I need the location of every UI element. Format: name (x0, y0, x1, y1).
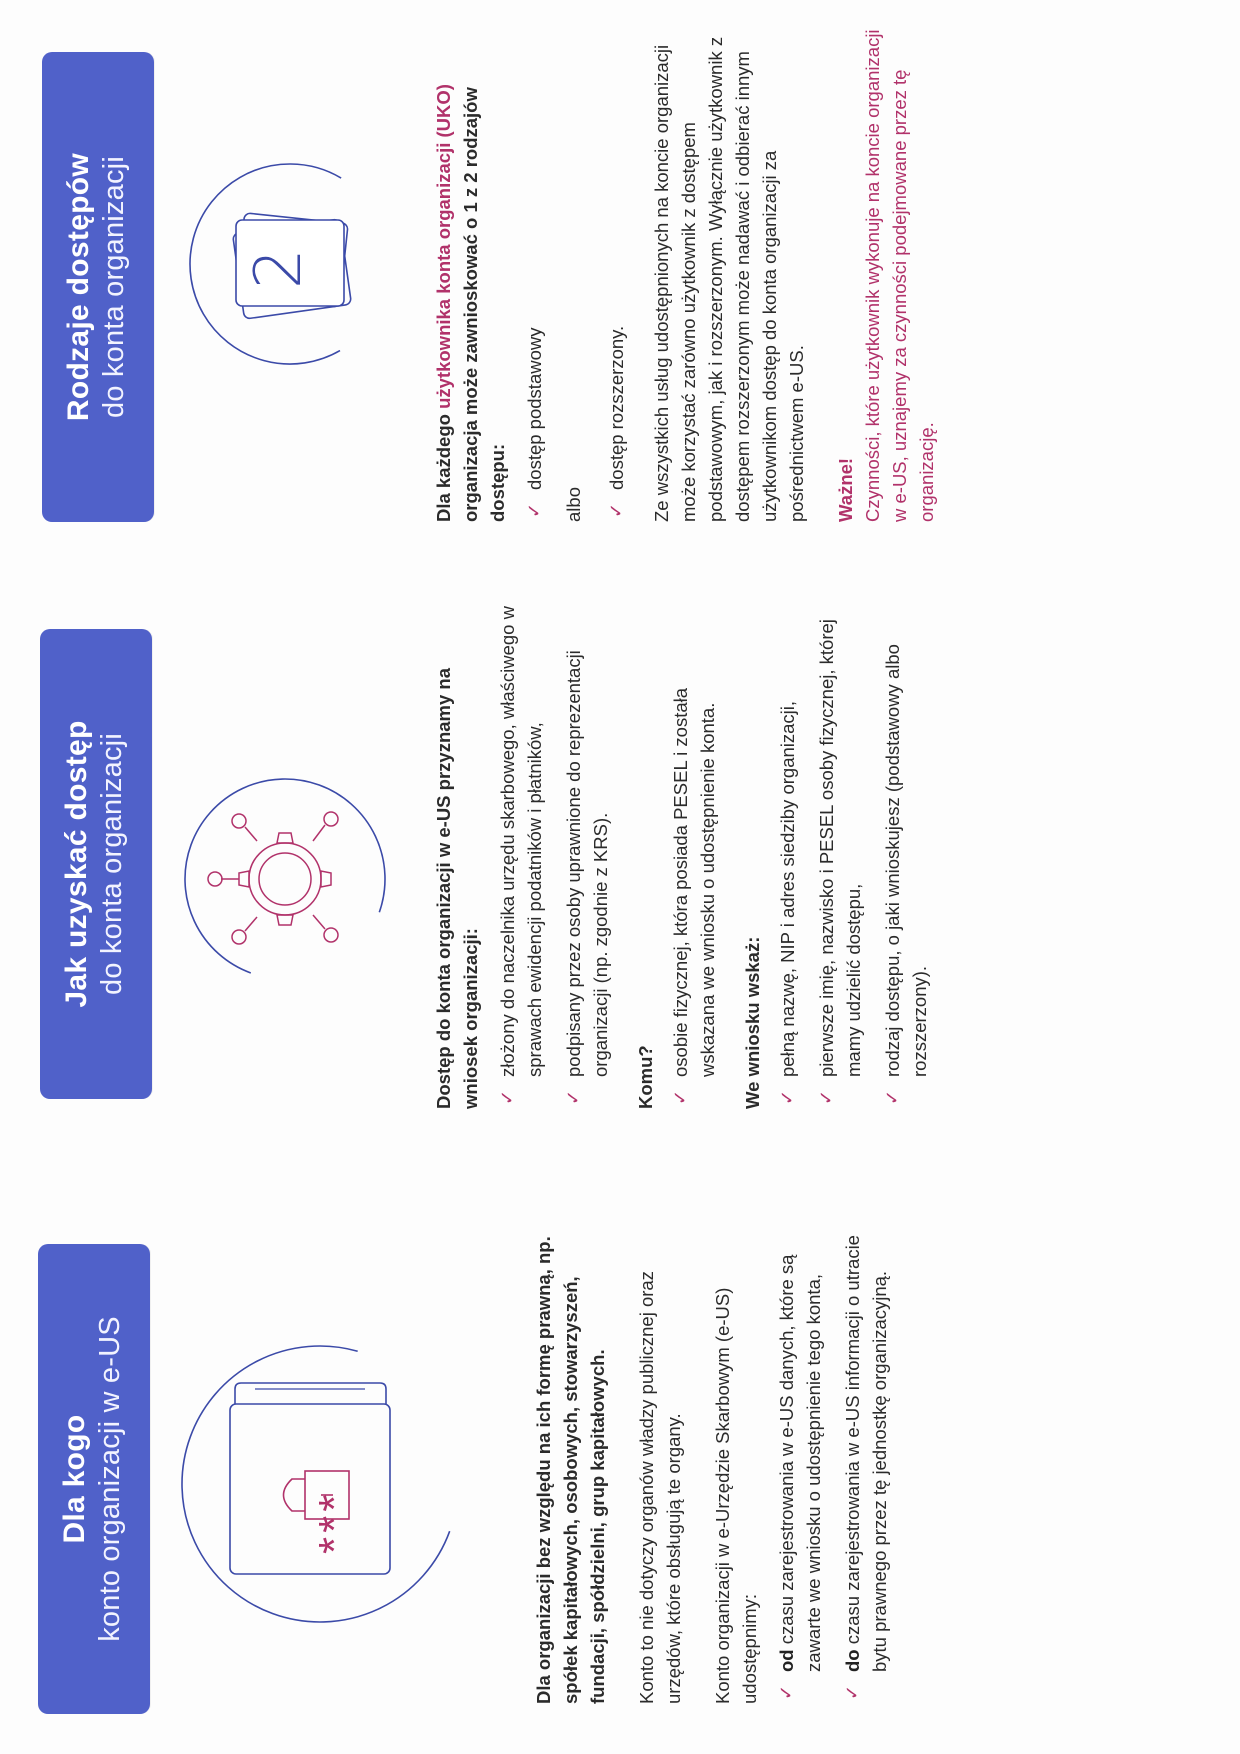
laptop-lock-password-icon (175, 1339, 465, 1629)
list-item (839, 1224, 893, 1704)
item-text: czasu zarejestrowania w e-US danych, które są zawarte we wniosku o udostępnienie tego konta, (776, 1254, 824, 1672)
banner-title: Dla kogo (58, 1414, 91, 1544)
banner-subtitle: do konta organizacji (96, 733, 128, 995)
item-text: osobie fizycznej, która posiada PESEL i została wskazana we wniosku o udostępnienie konta. (670, 687, 718, 1077)
banner-subtitle: do konta organizacji (98, 156, 130, 418)
who-intro: Dla organizacji bez względu na ich formę prawną, np. spółek kapitałowych, osobowych, stowarzyszeń, fundacji, spółdzielni, grup kapitałowych. (533, 1236, 608, 1704)
indicate-list (774, 604, 933, 1109)
panel-who-content (530, 1224, 911, 1704)
option-basic: dostęp podstawowy (524, 327, 545, 490)
list-item (560, 604, 614, 1109)
list-item (603, 22, 630, 522)
check-icon: ✓ (606, 502, 626, 518)
or-word: albo (563, 487, 584, 522)
password-mask: *** (310, 1490, 359, 1554)
how-intro: Dostęp do konta organizacji w e-US przyznamy na wniosek organizacji: (433, 667, 481, 1109)
list-item (667, 604, 721, 1109)
check-icon: ✓ (524, 502, 544, 518)
banner-who (38, 1244, 150, 1714)
item-text: pełną nazwę, NIP i adres siedziby organizacji, (777, 700, 798, 1077)
item-text: rodzaj dostępu, o jaki wnioskujesz (podstawowy albo rozszerzony). (882, 644, 930, 1077)
check-icon: ✓ (816, 1089, 836, 1105)
indicate-head: We wniosku wskaż: (742, 936, 763, 1109)
panel-types-content (430, 22, 940, 522)
check-icon: ✓ (776, 1684, 796, 1700)
intro-pink: użytkownika konta organizacji (UKO) (433, 84, 454, 409)
item-text: pierwsze imię, nazwisko i PESEL osoby fizycznej, której mamy udzielić dostępu, (816, 619, 864, 1077)
gear-network-icon (175, 769, 395, 989)
check-icon: ✓ (563, 1089, 583, 1105)
check-icon: ✓ (670, 1089, 690, 1105)
option-extended: dostęp rozszerzony. (606, 325, 627, 490)
types-intro (430, 22, 511, 522)
banner-subtitle: konto organizacji w e-US (94, 1316, 126, 1642)
who-list (667, 604, 721, 1109)
item-text: czasu zarejestrowania w e-US informacji o utracie bytu prawnego przez tę jednostkę organizacyjną. (842, 1235, 890, 1672)
list-item (773, 1224, 827, 1704)
panel-types (0, 0, 1240, 584)
illustration-number: 2 (242, 248, 316, 289)
panel-who (0, 1169, 1240, 1754)
intro-post: organizacja może zawnioskować o 1 z 2 rodzajów dostępu: (460, 87, 508, 522)
item-bold: od (776, 1649, 797, 1672)
who-head: Komu? (635, 1045, 656, 1109)
item-text: podpisany przez osoby uprawnione do reprezentacji organizacji (np. zgodnie z KRS). (563, 650, 611, 1077)
panel-how (0, 584, 1240, 1169)
banner-how (40, 629, 152, 1099)
list-item (494, 604, 548, 1109)
banner-title: Rodzaje dostępów (62, 152, 95, 422)
important-text: Czynności, które użytkownik wykonuje na koncie organizacji w e-US, uznajemy za czynności podejmowane przez tę organizację. (862, 29, 937, 522)
item-bold: do (842, 1649, 863, 1672)
list-item (813, 604, 867, 1109)
list-item (521, 22, 548, 522)
panel-how-content (430, 604, 951, 1109)
check-icon: ✓ (497, 1089, 517, 1105)
who-available-list (773, 1224, 893, 1704)
check-icon: ✓ (842, 1684, 862, 1700)
option-list-1 (521, 22, 548, 522)
check-icon: ✓ (777, 1089, 797, 1105)
important-head: Ważne! (835, 457, 856, 522)
types-description: Ze wszystkich usług udostępnionych na koncie organizacji może korzystać zarówno użytkownik z dostępem podstawowym, jak i rozszerzonym. Wyłącznie użytkownik z dostępem rozszerzonym może nadawać i odbierać innym użytkownikom dostęp do konta organizacji za pośrednictwem e-US. (651, 36, 807, 522)
list-item (879, 604, 933, 1109)
list-item (774, 604, 801, 1109)
option-list-2 (603, 22, 630, 522)
how-list (494, 604, 614, 1109)
intro-pre: Dla każdego (433, 408, 454, 522)
who-available-intro: Konto organizacji w e-Urzędzie Skarbowym (e-US) udostępnimy: (712, 1287, 760, 1704)
item-text: złożony do naczelnika urzędu skarbowego, właściwego w sprawach ewidencji podatników i płatników, (497, 606, 545, 1077)
banner-title: Jak uzyskać dostęp (60, 720, 93, 1008)
banner-types (42, 52, 154, 522)
who-note: Konto to nie dotyczy organów władzy publicznej oraz urzędów, które obsługują te organy. (636, 1271, 684, 1704)
check-icon: ✓ (882, 1089, 902, 1105)
